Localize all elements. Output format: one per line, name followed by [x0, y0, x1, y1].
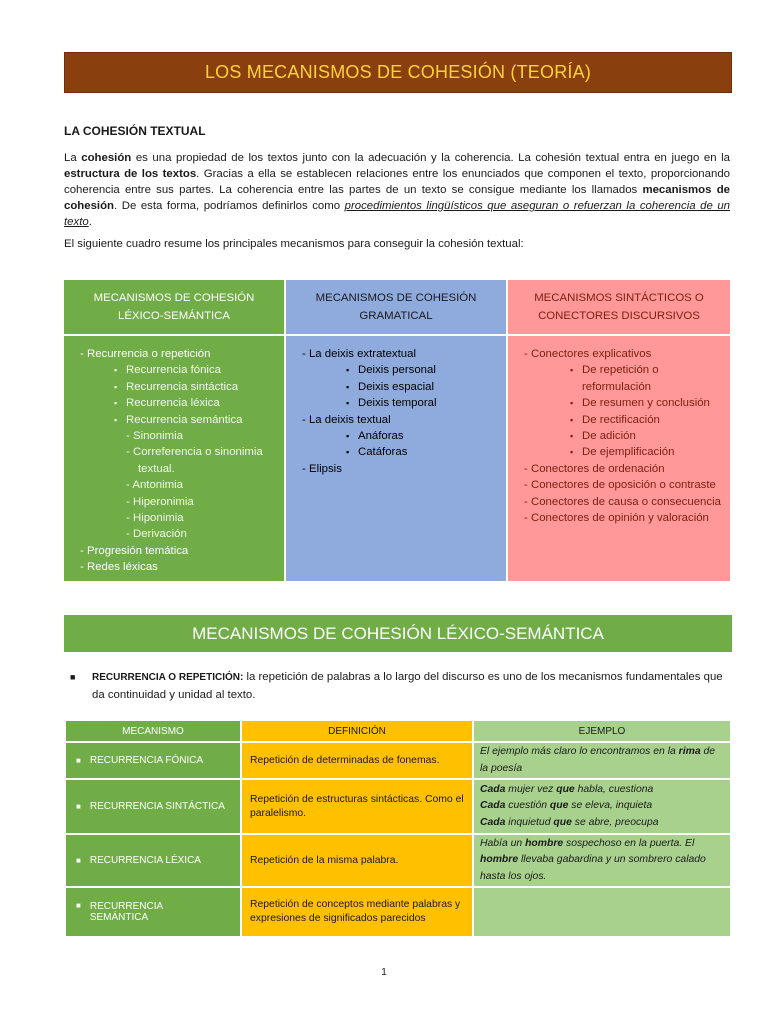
list-item: - Elipsis [302, 462, 342, 475]
recurrence-table [64, 719, 732, 938]
list-item: - Progresión temática [80, 544, 189, 557]
row-definicion: Repetición de determinadas de fonemas. [241, 742, 473, 779]
overview-col-gramatical [286, 336, 508, 581]
page-number: 1 [381, 967, 387, 978]
lead-paragraph: El siguiente cuadro resume los principales mecanismos para conseguir la cohesión textual: [64, 238, 524, 250]
list-item: - La deixis extratextual [302, 348, 416, 360]
list-item: - Hiponimia [126, 512, 184, 525]
list-item: - Hiperonimia [126, 495, 194, 508]
row-definicion: Repetición de conceptos mediante palabras y expresiones de significados parecidos [241, 887, 473, 937]
row-mecanismo: ■ RECURRENCIA LÉXICA [65, 834, 241, 887]
list-item: ▪ De rectificación [522, 412, 722, 428]
list-item: - Antonimia [126, 479, 183, 492]
row-mecanismo: ■ RECURRENCIA SINTÁCTICA [65, 779, 241, 834]
list-item: ▪ De resumen y conclusión [522, 395, 722, 411]
section2-banner [64, 615, 732, 652]
list-item: ▪ Recurrencia fónica [78, 362, 276, 378]
list-item: ▪ Deixis personal [300, 362, 498, 378]
overview-header-gramatical: MECANISMOS DE COHESIÓN GRAMATICAL [286, 280, 508, 336]
square-bullet-icon: ■ [76, 756, 81, 765]
row-definicion: Repetición de estructuras sintácticas. Como el paralelismo. [241, 779, 473, 834]
overview-col-conectores [508, 336, 732, 581]
header-mecanismo: MECANISMO [65, 720, 241, 742]
section2-title: MECANISMOS DE COHESIÓN LÉXICO-SEMÁNTICA [192, 623, 604, 643]
square-bullet-icon: ■ [76, 802, 81, 811]
list-item: ▪ Recurrencia semántica [78, 412, 276, 428]
list-item: - Derivación [126, 528, 187, 541]
list-item: - Conectores de opinión y valoración [524, 512, 709, 525]
list-item: - Redes léxicas [80, 561, 158, 574]
list-item: - Recurrencia o repetición [80, 348, 211, 360]
title-banner [64, 52, 732, 93]
square-bullet-icon: ■ [70, 672, 76, 682]
table-header-row [65, 720, 731, 742]
list-item: - Conectores explicativos [524, 348, 652, 360]
overview-table [64, 280, 732, 581]
row-ejemplo [473, 887, 731, 937]
list-item: ▪ Catáforas [300, 444, 498, 460]
list-item: - Conectores de causa o consecuencia [524, 495, 721, 508]
section-heading: LA COHESIÓN TEXTUAL [64, 124, 206, 138]
list-item: - Correferencia o sinonimia textual. [126, 446, 263, 475]
overview-header-lexico: MECANISMOS DE COHESIÓN LÉXICO-SEMÁNTICA [64, 280, 286, 336]
page-title: LOS MECANISMOS DE COHESIÓN (TEORÍA) [204, 62, 592, 82]
row-ejemplo: Cada mujer vez que habla, cuestiona Cada cuestión que se eleva, inquieta Cada inquietud que se abre, preocupa [473, 779, 731, 834]
table-row [65, 742, 731, 779]
header-ejemplo: EJEMPLO [473, 720, 731, 742]
intro-paragraph: La cohesión es una propiedad de los textos junto con la adecuación y la coherencia. La cohesión textual entra en juego en la estructura de los textos. Gracias a ella se establecen relaciones entre los enunciados que componen el texto, proporcionando coherencia entre sus partes. La coherencia entre las partes de un texto se consigue mediante los llamados mecanismos de cohesión. De esta forma, podríamos definirlos como procedimientos lingüísticos que aseguran o refuerzan la coherencia de un texto. [64, 152, 731, 228]
row-ejemplo: Había un hombre sospechoso en la puerta. El hombre llevaba gabardina y un sombrero calado hasta los ojos. [473, 834, 731, 887]
table-row [65, 887, 731, 937]
square-bullet-icon: ■ [76, 901, 81, 910]
square-bullet-icon: ■ [76, 856, 81, 865]
row-mecanismo: ■ RECURRENCIA SEMÁNTICA [65, 887, 241, 937]
list-item: ▪ Recurrencia sintáctica [78, 379, 276, 395]
table-row [65, 779, 731, 834]
list-item: ▪ Deixis espacial [300, 379, 498, 395]
table-row [65, 834, 731, 887]
list-item: ▪ Recurrencia léxica [78, 395, 276, 411]
list-item: - Sinonimia [126, 430, 183, 443]
row-mecanismo: ■ RECURRENCIA FÓNICA [65, 742, 241, 779]
list-item: ▪ De adición [522, 428, 722, 444]
row-definicion: Repetición de la misma palabra. [241, 834, 473, 887]
list-item: - Conectores de ordenación [524, 462, 665, 475]
overview-col-lexico [64, 336, 286, 581]
list-item: ▪ De ejemplificación [522, 444, 722, 460]
list-item: ▪ De repetición o reformulación [522, 362, 722, 395]
header-definicion: DEFINICIÓN [241, 720, 473, 742]
recurrence-paragraph: ■ RECURRENCIA O REPETICIÓN: la repetición de palabras a lo largo del discurso es uno de los mecanismos fundamentales que da continuidad y unidad al texto. [70, 671, 723, 701]
list-item: ▪ Deixis temporal [300, 395, 498, 411]
list-item: ▪ Anáforas [300, 428, 498, 444]
list-item: - La deixis textual [302, 413, 391, 426]
overview-header-conectores: MECANISMOS SINTÁCTICOS O CONECTORES DISCURSIVOS [508, 280, 732, 336]
row-ejemplo: El ejemplo más claro lo encontramos en la rima de la poesía [473, 742, 731, 779]
list-item: - Conectores de oposición o contraste [524, 479, 716, 492]
